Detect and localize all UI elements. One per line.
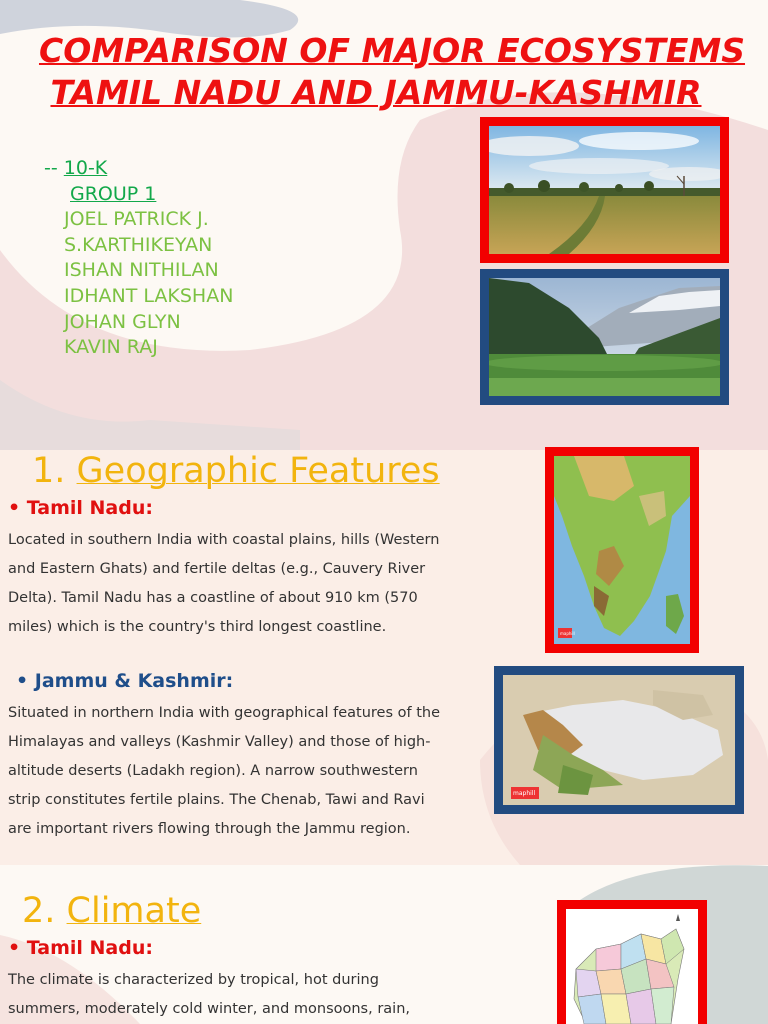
paragraph-line: and Eastern Ghats) and fertile deltas (e.g., Cauvery River (8, 561, 426, 577)
paragraph-tamil-nadu-geography (8, 526, 439, 642)
paragraph-line: Situated in northern India with geographical features of the (8, 705, 440, 721)
grassland-photo (480, 117, 729, 263)
paragraph-jammu-kashmir-geography (8, 699, 440, 844)
jammu-kashmir-relief-map (494, 666, 744, 814)
member-name: ISHAN NITHILAN (64, 259, 219, 282)
map-watermark: maphill (560, 631, 575, 636)
section-climate (22, 891, 201, 931)
group-class: 10-K (63, 157, 108, 179)
paragraph-line: Himalayas and valleys (Kashmir Valley) and those of high- (8, 734, 431, 750)
section-number: 1. (32, 451, 66, 491)
title-line-1: COMPARISON OF MAJOR ECOSYSTEMS (38, 31, 746, 70)
member-name: S.KARTHIKEYAN (64, 233, 213, 256)
section-number: 2. (22, 891, 56, 931)
paragraph-line: miles) which is the country's third longest coastline. (8, 619, 387, 635)
paragraph-line: altitude deserts (Ladakh region). A narrow southwestern (8, 763, 418, 779)
section-geographic-features (32, 451, 440, 491)
member-name: JOEL PATRICK J. (64, 208, 209, 231)
bullet-tamil-nadu-climate: • Tamil Nadu: (8, 937, 153, 959)
bullet-jammu-kashmir: • Jammu & Kashmir: (16, 670, 234, 692)
tamil-nadu-relief-map (545, 447, 699, 653)
section-title: Climate (66, 891, 202, 931)
paragraph-line: The climate is characterized by tropical, hot during (8, 972, 379, 988)
paragraph-line: Delta). Tamil Nadu has a coastline of about 910 km (570 (8, 590, 418, 606)
paragraph-line: strip constitutes fertile plains. The Chenab, Tawi and Ravi (8, 792, 425, 808)
paragraph-tamil-nadu-climate (8, 966, 410, 1024)
paragraph-line: Located in southern India with coastal plains, hills (Western (8, 532, 440, 548)
paragraph-line: are important rivers flowing through the Jammu region. (8, 821, 411, 837)
bullet-tamil-nadu: • Tamil Nadu: (8, 497, 153, 519)
member-name: KAVIN RAJ (64, 336, 158, 359)
title-line-2: TAMIL NADU AND JAMMU-KASHMIR (50, 73, 702, 112)
map-watermark: maphill (513, 790, 536, 797)
valley-photo (480, 269, 729, 405)
section-title: Geographic Features (76, 451, 440, 491)
group-prefix: -- (44, 157, 58, 179)
tamil-nadu-district-map (557, 900, 707, 1024)
paragraph-line: summers, moderately cold winter, and monsoons, rain, (8, 1001, 410, 1017)
group-info (44, 156, 233, 361)
member-name: JOHAN GLYN (64, 310, 181, 333)
member-name: IDHANT LAKSHAN (64, 284, 234, 307)
group-name: GROUP 1 (70, 182, 157, 205)
